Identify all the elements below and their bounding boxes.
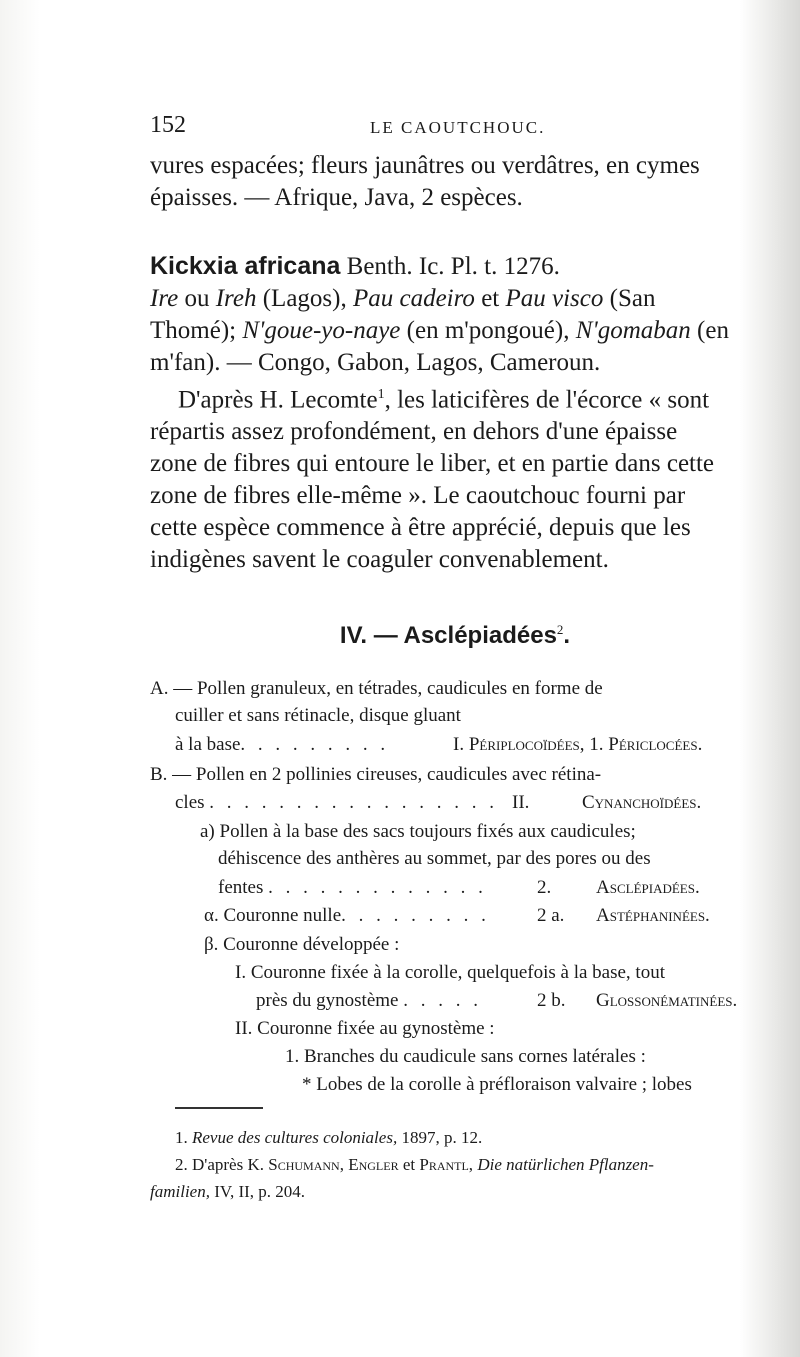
- text-line: cette espèce commence à être apprécié, depuis que les: [150, 514, 691, 542]
- text-run: IV, II, p. 204.: [209, 1182, 306, 1201]
- text-run: .: [563, 622, 571, 649]
- vernacular-name: N'goue-yo-naye: [242, 317, 401, 344]
- text-run: (Lagos),: [256, 285, 353, 312]
- key-line: [175, 789, 498, 816]
- text-line: zone de fibres elle-même ». Le caoutchouc fourni par: [150, 482, 686, 510]
- vernacular-name: Ire: [150, 285, 179, 312]
- vernacular-name: Pau visco: [505, 285, 604, 312]
- text-line: vures espacées; fleurs jaunâtres ou verdâtres, en cymes: [150, 152, 700, 179]
- key-number: 2.: [537, 877, 552, 898]
- text-run: α. Couronne nulle: [204, 905, 342, 926]
- vernacular-name: Ireh: [215, 285, 257, 312]
- text-run: fentes: [218, 877, 264, 898]
- text-line: [150, 283, 760, 315]
- leader-dots: . . . . . . . . .: [240, 734, 390, 755]
- page-number: 152: [150, 112, 186, 138]
- text-line: m'fan). — Congo, Gabon, Lagos, Cameroun.: [150, 349, 601, 376]
- vernacular-name: N'gomaban: [575, 317, 691, 344]
- footnote-rule: [175, 1107, 263, 1109]
- text-run: à la base: [175, 734, 241, 755]
- footnote-1: [150, 1124, 760, 1151]
- key-line: [256, 987, 482, 1014]
- key-result: Cynanchoïdées.: [582, 792, 702, 813]
- leader-dots: . . . . . . . . . . . . . . . . .: [209, 792, 499, 813]
- key-result: Glossonématinées.: [596, 990, 738, 1011]
- text-run: 1.: [175, 1128, 192, 1147]
- text-run: 1897, p. 12.: [397, 1128, 483, 1147]
- leader-dots: . . . . .: [403, 990, 482, 1011]
- identification-key: [150, 675, 760, 1105]
- key-number: 2 a.: [537, 905, 565, 926]
- text-line: répartis assez profondément, en dehors d'une épaisse: [150, 418, 678, 446]
- text-line: indigènes savent le coaguler convenablement.: [150, 546, 609, 574]
- text-line: [150, 315, 760, 347]
- key-result: Asclépiadées.: [596, 877, 700, 898]
- running-title: LE CAOUTCHOUC.: [370, 118, 546, 137]
- text-line: [150, 379, 760, 416]
- footnote-ref: 1: [377, 387, 385, 402]
- text-run: près du gynostème: [256, 990, 399, 1011]
- key-line: II. Couronne fixée au gynostème :: [235, 1018, 495, 1039]
- text-run: D'après H. Lecomte: [178, 386, 378, 414]
- key-line: * Lobes de la corolle à préfloraison valvaire ; lobes: [302, 1074, 692, 1095]
- text-line: zone de fibres qui entoure le liber, et en partie dans cette: [150, 450, 715, 478]
- key-line: I. Couronne fixée à la corolle, quelquefois à la base, tout: [235, 962, 665, 983]
- book-title: familien,: [150, 1182, 210, 1201]
- intro-paragraph: [150, 150, 760, 214]
- key-line: [175, 731, 389, 758]
- text-run: et: [398, 1155, 420, 1174]
- text-run: 2. D'après K.: [175, 1155, 269, 1174]
- kickxia-paragraph: [150, 250, 760, 576]
- author-names: Prantl,: [419, 1155, 474, 1174]
- footnote-2-cont: [150, 1178, 760, 1205]
- key-line: déhiscence des anthères au sommet, par des pores ou des: [218, 848, 651, 869]
- text-run: ou: [178, 285, 216, 312]
- key-line: A. — Pollen granuleux, en tétrades, caudicules en forme de: [150, 678, 603, 699]
- key-result: Astéphaninées.: [596, 905, 710, 926]
- book-title: Die natürlichen Pflanzen-: [473, 1155, 654, 1174]
- leader-dots: . . . . . . . . . . . . .: [268, 877, 487, 898]
- key-line: β. Couronne développée :: [204, 934, 400, 955]
- vernacular-name: Pau cadeiro: [352, 285, 475, 312]
- footnote-2: [150, 1151, 760, 1178]
- key-line: [218, 874, 487, 901]
- key-line: B. — Pollen en 2 pollinies cireuses, caudicules avec rétina-: [150, 764, 602, 785]
- leader-dots: . . . . . . . . .: [341, 905, 490, 926]
- text-run: Thomé);: [150, 317, 243, 344]
- text-run: , les laticifères de l'écorce « sont: [384, 386, 710, 414]
- footnotes: [150, 1124, 760, 1205]
- text-line: [150, 250, 760, 283]
- key-number: 2 b.: [537, 990, 566, 1011]
- species-name: Kickxia africana: [150, 252, 341, 280]
- text-run: (en: [690, 317, 729, 344]
- citation: Benth. Ic. Pl. t. 1276.: [340, 253, 560, 280]
- key-result: I. Périplocoïdées, 1. Périclocées.: [453, 734, 703, 755]
- section-title-text: IV. — Asclépiadées: [339, 622, 557, 649]
- text-run: cles: [175, 792, 205, 813]
- section-title: [150, 622, 760, 650]
- author-names: Schumann, Engler: [268, 1155, 399, 1174]
- footnote-ref: 2: [556, 622, 564, 637]
- text-run: et: [474, 285, 506, 312]
- key-line: [204, 902, 490, 929]
- text-run: (San: [603, 285, 656, 312]
- key-line: a) Pollen à la base des sacs toujours fixés aux caudicules;: [200, 821, 636, 842]
- key-line: cuiller et sans rétinacle, disque gluant: [175, 705, 461, 726]
- page-header: [150, 112, 760, 142]
- text-run: (en m'pongoué),: [400, 317, 576, 344]
- key-line: 1. Branches du caudicule sans cornes latérales :: [285, 1046, 646, 1067]
- text-line: épaisses. — Afrique, Java, 2 espèces.: [150, 184, 523, 211]
- key-number: II.: [512, 792, 530, 813]
- journal-title: Revue des cultures coloniales,: [192, 1128, 398, 1147]
